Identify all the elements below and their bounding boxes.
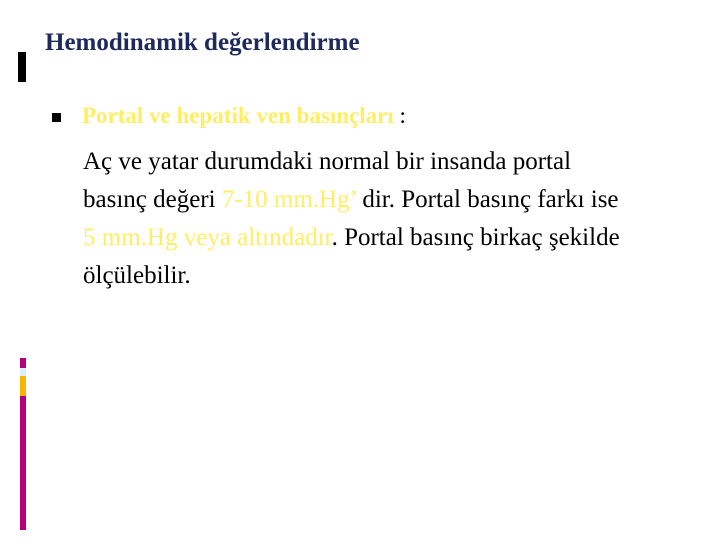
body-line-3 [83,219,703,257]
accent-bar-magenta-top [20,358,26,368]
body-line-1: Aç ve yatar durumdaki normal bir insanda portal [83,148,572,175]
body-line-3-rest: . Portal basınç birkaç şekilde [331,224,620,251]
body-line-2-text: basınç değeri [83,186,222,213]
pressure-range-highlight: 7-10 mm.Hg’ [221,186,357,213]
accent-bar-magenta [20,396,26,530]
pressure-gradient-highlight: 5 mm.Hg veya altındadır [83,224,332,251]
body-line-2 [83,181,703,219]
accent-bar-light-blue [20,368,26,376]
slide-title: Hemodinamik değerlendirme [45,29,360,56]
body-line-4: ölçülebilir. [83,262,191,289]
bullet-item [52,103,406,129]
square-bullet-icon [52,113,61,122]
accent-bar-yellow [20,376,26,396]
title-bar [18,52,26,82]
bullet-colon: : [393,103,406,128]
bullet-heading: Portal ve hepatik ven basınçları [82,103,394,128]
body-line-2-rest: dir. Portal basınç farkı ise [356,186,619,213]
body-paragraph [83,143,703,295]
